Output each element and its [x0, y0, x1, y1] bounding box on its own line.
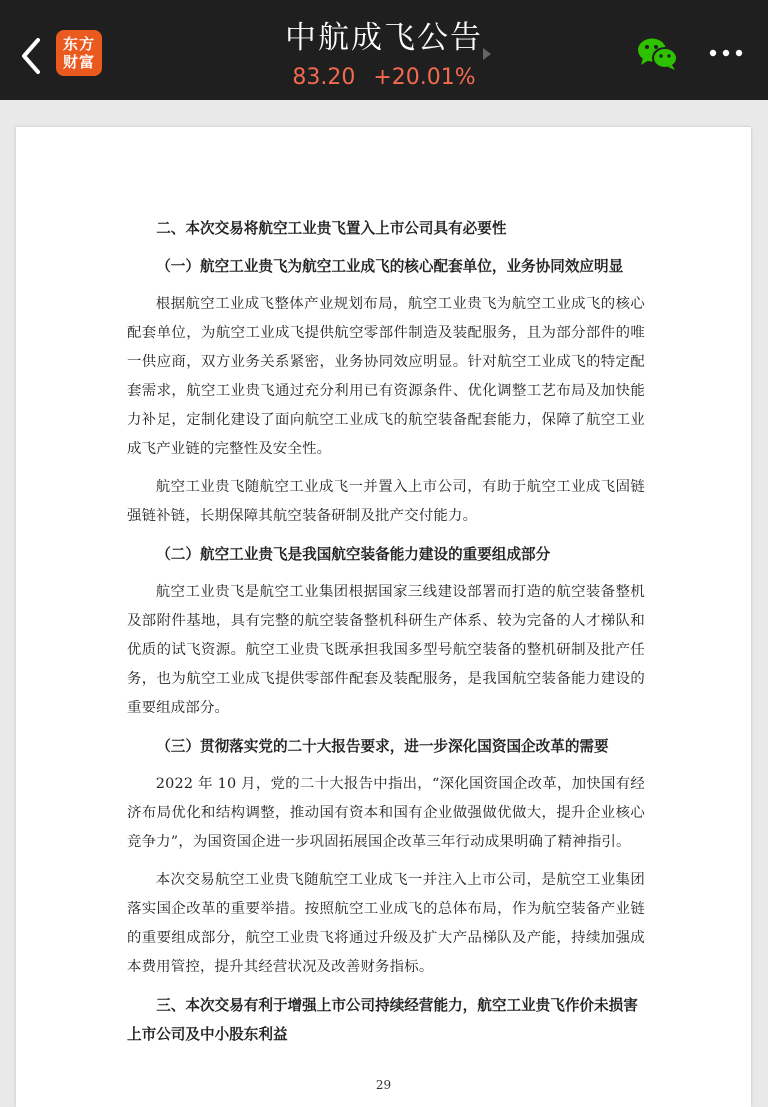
paragraph: 根据航空工业成飞整体产业规划布局，航空工业贵飞为航空工业成飞的核心配套单位，为航空工业成飞提供航空零部件制造及装配服务，且为部分部件的唯一供应商，双方业务关系紧密，业务协同效应明显。针对航空工业成飞的特定配套需求，航空工业贵飞通过充分利用已有资源条件、优化调整工艺布局及加快能力补足，定制化建设了面向航空工业成飞的航空装备配套能力，保障了航空工业成飞产业链的完整性及安全性。 [127, 296, 645, 457]
logo-text-bottom: 财富 [62, 53, 95, 71]
page-title: 中航成飞公告 [285, 20, 483, 56]
paragraph: 2022 年 10 月，党的二十大报告中指出，“深化国资国企改革，加快国有经济布局优化和结构调整，推动国有资本和国有企业做强做优做大，提升企业核心竞争力”，为国资国企进一步巩固拓展国企改革三年行动成果明确了精神指引。 [127, 776, 645, 850]
subsection-heading: （一）航空工业贵飞为航空工业成飞的核心配套单位，业务协同效应明显 [156, 258, 624, 275]
section-heading: 三、本次交易有利于增强上市公司持续经营能力，航空工业贵飞作价未损害上市公司及中小股东利益 [127, 997, 638, 1043]
chevron-left-icon[interactable] [18, 36, 46, 76]
stock-change: +20.01% [373, 65, 476, 90]
page-number: 29 [375, 1078, 392, 1092]
wechat-icon[interactable] [636, 36, 680, 72]
eastmoney-logo [56, 30, 102, 76]
subsection-heading: （三）贯彻落实党的二十大报告要求，进一步深化国资国企改革的需要 [156, 738, 609, 755]
document-page [16, 127, 751, 1107]
more-dots-icon[interactable] [708, 46, 744, 60]
logo-text-top: 东方 [62, 35, 95, 53]
paragraph: 航空工业贵飞是航空工业集团根据国家三线建设部署而打造的航空装备整机及部附件基地，具有完整的航空装备整机科研生产体系、较为完备的人才梯队和优质的试飞资源。航空工业贵飞既承担我国多型号航空装备的整机研制及批产任务，也为航空工业成飞提供零部件配套及装配服务，是我国航空装备能力建设的重要组成部分。 [127, 584, 645, 716]
stock-quote [200, 62, 568, 94]
paragraph: 本次交易航空工业贵飞随航空工业成飞一并注入上市公司，是航空工业集团落实国企改革的重要举措。按照航空工业成飞的总体布局，作为航空装备产业链的重要组成部分，航空工业贵飞将通过升级及扩大产品梯队及产能，持续加强成本费用管控，提升其经营状况及改善财务指标。 [127, 872, 645, 975]
title-block [200, 18, 568, 94]
stock-price: 83.20 [292, 65, 356, 90]
section-heading: 二、本次交易将航空工业贵飞置入上市公司具有必要性 [156, 220, 507, 237]
document-content [127, 214, 645, 1058]
top-bar [0, 0, 768, 100]
paragraph: 航空工业贵飞随航空工业成飞一并置入上市公司，有助于航空工业成飞固链强链补链，长期保障其航空装备研制及批产交付能力。 [127, 479, 645, 524]
subsection-heading: （二）航空工业贵飞是我国航空装备能力建设的重要组成部分 [156, 546, 551, 563]
triangle-right-icon[interactable] [482, 47, 492, 61]
